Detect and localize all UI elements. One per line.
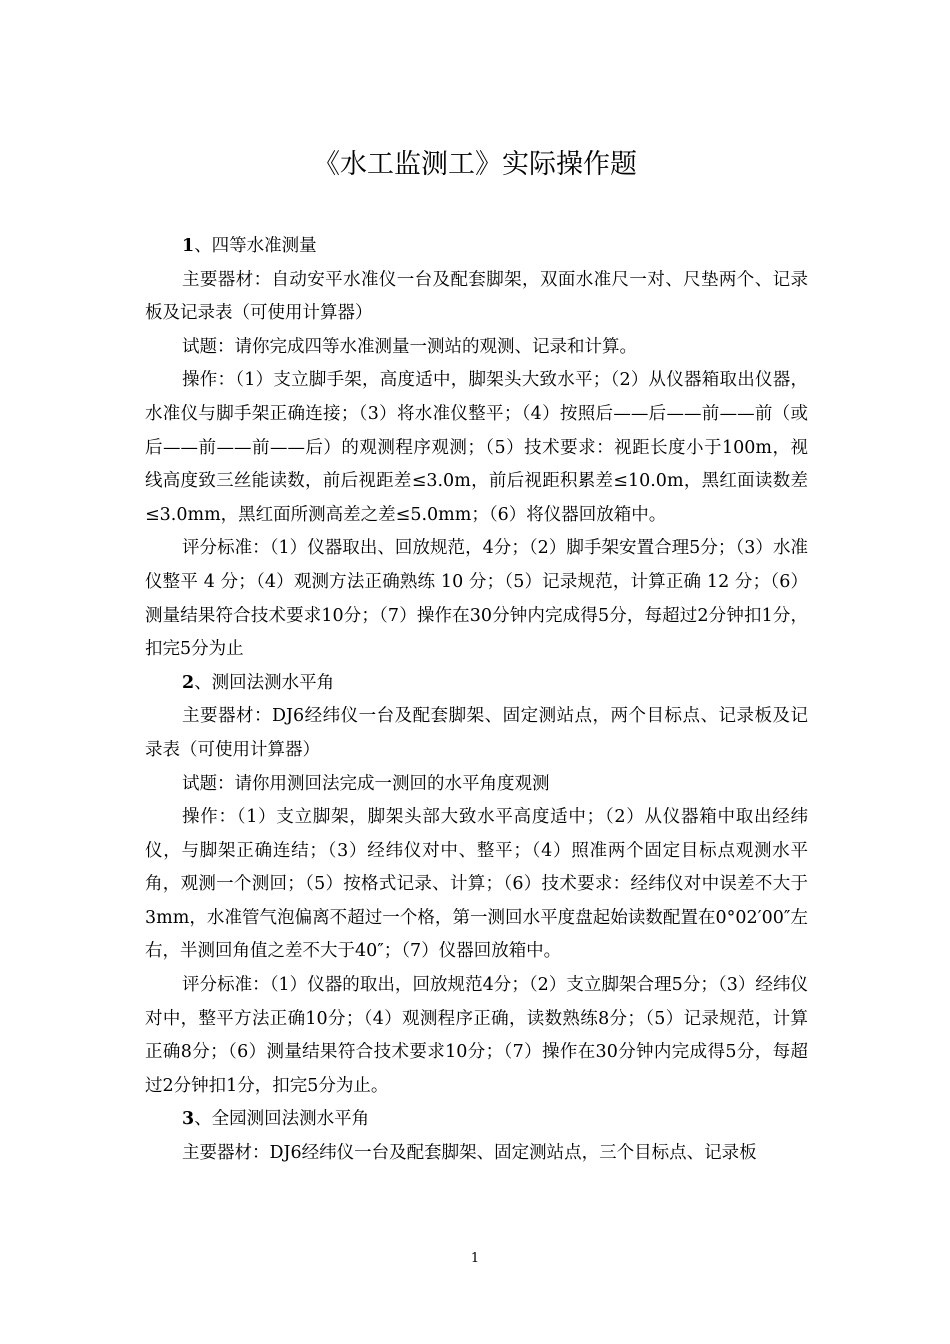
document-title: 《水工监测工》实际操作题	[313, 149, 637, 180]
paragraph: 操作：（1）支立脚手架，高度适中，脚架头大致水平；（2）从仪器箱取出仪器，水准仪与脚手架正确连接；（3）将水准仪整平；（4）按照后——后——前——前（或后——前——前——后）的观测程序观测；（5）技术要求：视距长度小于100m，视线高度致三丝能读数，前后视距差≤3.0m，前后视距积累差≤10.0m，黑红面读数差≤3.0mm，黑红面所测高差之差≤5.0mm；（6）将仪器回放箱中。	[145, 370, 808, 525]
paragraph: 评分标准：（1）仪器取出、回放规范，4分；（2）脚手架安置合理5分；（3）水准仪整平 4 分；（4）观测方法正确熟练 10 分；（5）记录规范，计算正确 12 分；（6）测量结果符合技术要求10分；（7）操作在30分钟内完成得5分，每超过2分钟扣1分，扣完5分为止	[145, 538, 808, 660]
section-heading	[145, 1103, 808, 1137]
paragraph: 主要器材：DJ6经纬仪一台及配套脚架、固定测站点，三个目标点、记录板	[182, 1143, 757, 1164]
paragraph: 评分标准：（1）仪器的取出，回放规范4分；（2）支立脚架合理5分；（3）经纬仪对中，整平方法正确10分；（4）观测程序正确，读数熟练8分；（5）记录规范，计算正确8分；（6）测量结果符合技术要求10分；（7）操作在30分钟内完成得5分，每超过2分钟扣1分，扣完5分为止。	[145, 975, 808, 1096]
paragraph: 操作：（1）支立脚架，脚架头部大致水平高度适中；（2）从仪器箱中取出经纬仪，与脚架正确连结；（3）经纬仪对中、整平；（4）照准两个固定目标点观测水平角，观测一个测回；（5）按格式记录、计算；（6）技术要求：经纬仪对中误差不大于 3mm，水准管气泡偏离不超过一个格，第一测回水平度盘起始读数配置在0°02′00″左右，半测回角值之差不大于40″；（7）仪器回放箱中。	[145, 807, 808, 962]
paragraph: 主要器材：DJ6经纬仪一台及配套脚架、固定测站点，两个目标点、记录板及记录表（可使用计算器）	[145, 706, 808, 760]
page-number: 1	[470, 1251, 480, 1266]
paragraph: 试题：请你用测回法完成一测回的水平角度观测	[182, 773, 550, 794]
section-heading	[145, 667, 808, 701]
section-heading-text: 、测回法测水平角	[194, 672, 335, 693]
section-heading-text: 、全园测回法测水平角	[194, 1109, 370, 1130]
section-number: 1	[182, 236, 195, 256]
paragraph: 试题：请你完成四等水准测量一测站的观测、记录和计算。	[182, 336, 637, 357]
section-heading-text: 、四等水准测量	[194, 236, 317, 256]
section-number: 2	[182, 672, 195, 693]
section-heading	[145, 230, 808, 264]
paragraph: 主要器材：自动安平水准仪一台及配套脚架，双面水准尺一对、尺垫两个、记录板及记录表（可使用计算器）	[145, 269, 808, 324]
section-number: 3	[182, 1109, 195, 1130]
document-body	[145, 230, 808, 1171]
